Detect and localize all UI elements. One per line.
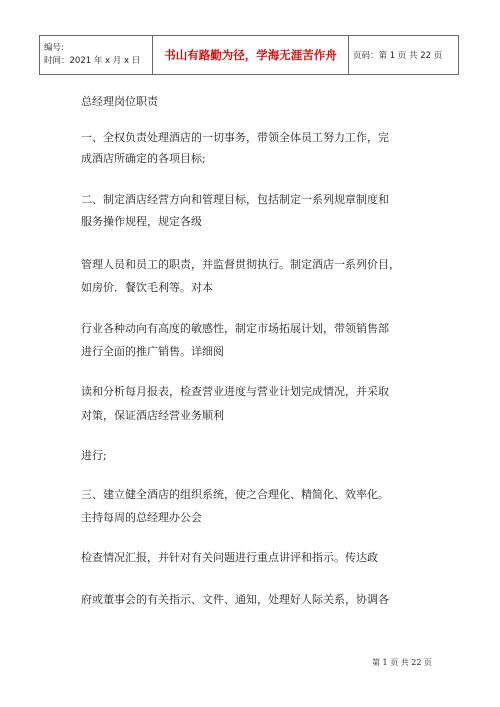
body-line: 一、全权负责处理酒店的一切事务，带领全体员工努力工作，完 — [81, 131, 389, 144]
body-line: 检查情况汇报，并针对有关问题进行重点讲评和指示。传达政 — [81, 551, 378, 564]
body-line: 行业各种动向有高度的敏感性，制定市场拓展计划，带领销售部 — [81, 322, 389, 335]
header-page-label: 页码：第 1 页 共 22 页 — [349, 36, 459, 75]
document-title: 总经理岗位职责 — [81, 95, 158, 108]
body-line: 三、建立健全酒店的组织系统，使之合理化、精简化、效率化。 — [81, 488, 389, 501]
body-line: 如房价．餐饮毛利等。对本 — [81, 281, 213, 294]
body-line: 进行全面的推广销售。详细阅 — [81, 345, 224, 358]
serial-number-label: 编号: — [44, 43, 64, 53]
header-motto: 书山有路勤为径，学海无涯苦作舟 — [153, 36, 349, 75]
body-line: 读和分析每月报表，检查营业进度与营业计划完成情况，并采取 — [81, 385, 389, 398]
header-left-cell — [40, 36, 153, 75]
body-line: 二、制定酒店经营方向和管理目标，包括制定一系列规章制度和 — [81, 193, 389, 206]
body-line: 成酒店所确定的各项目标; — [81, 152, 206, 165]
body-line: 服务操作规程，规定各级 — [81, 215, 202, 228]
footer-page-number: 第 1 页 共 22 页 — [372, 658, 432, 667]
body-line: 对策，保证酒店经营业务顺利 — [81, 409, 224, 422]
body-line: 府或董事会的有关指示、文件、通知，处理好人际关系，协调各 — [81, 593, 389, 606]
document-header-table — [39, 35, 459, 75]
body-line: 主持每周的总经理办公会 — [81, 511, 202, 524]
body-line: 进行; — [81, 449, 107, 462]
body-line: 管理人员和员工的职责，并监督贯彻执行。制定酒店一系列价目， — [81, 258, 400, 271]
time-label: 时间：2021 年 x 月 x 日 — [44, 56, 141, 66]
